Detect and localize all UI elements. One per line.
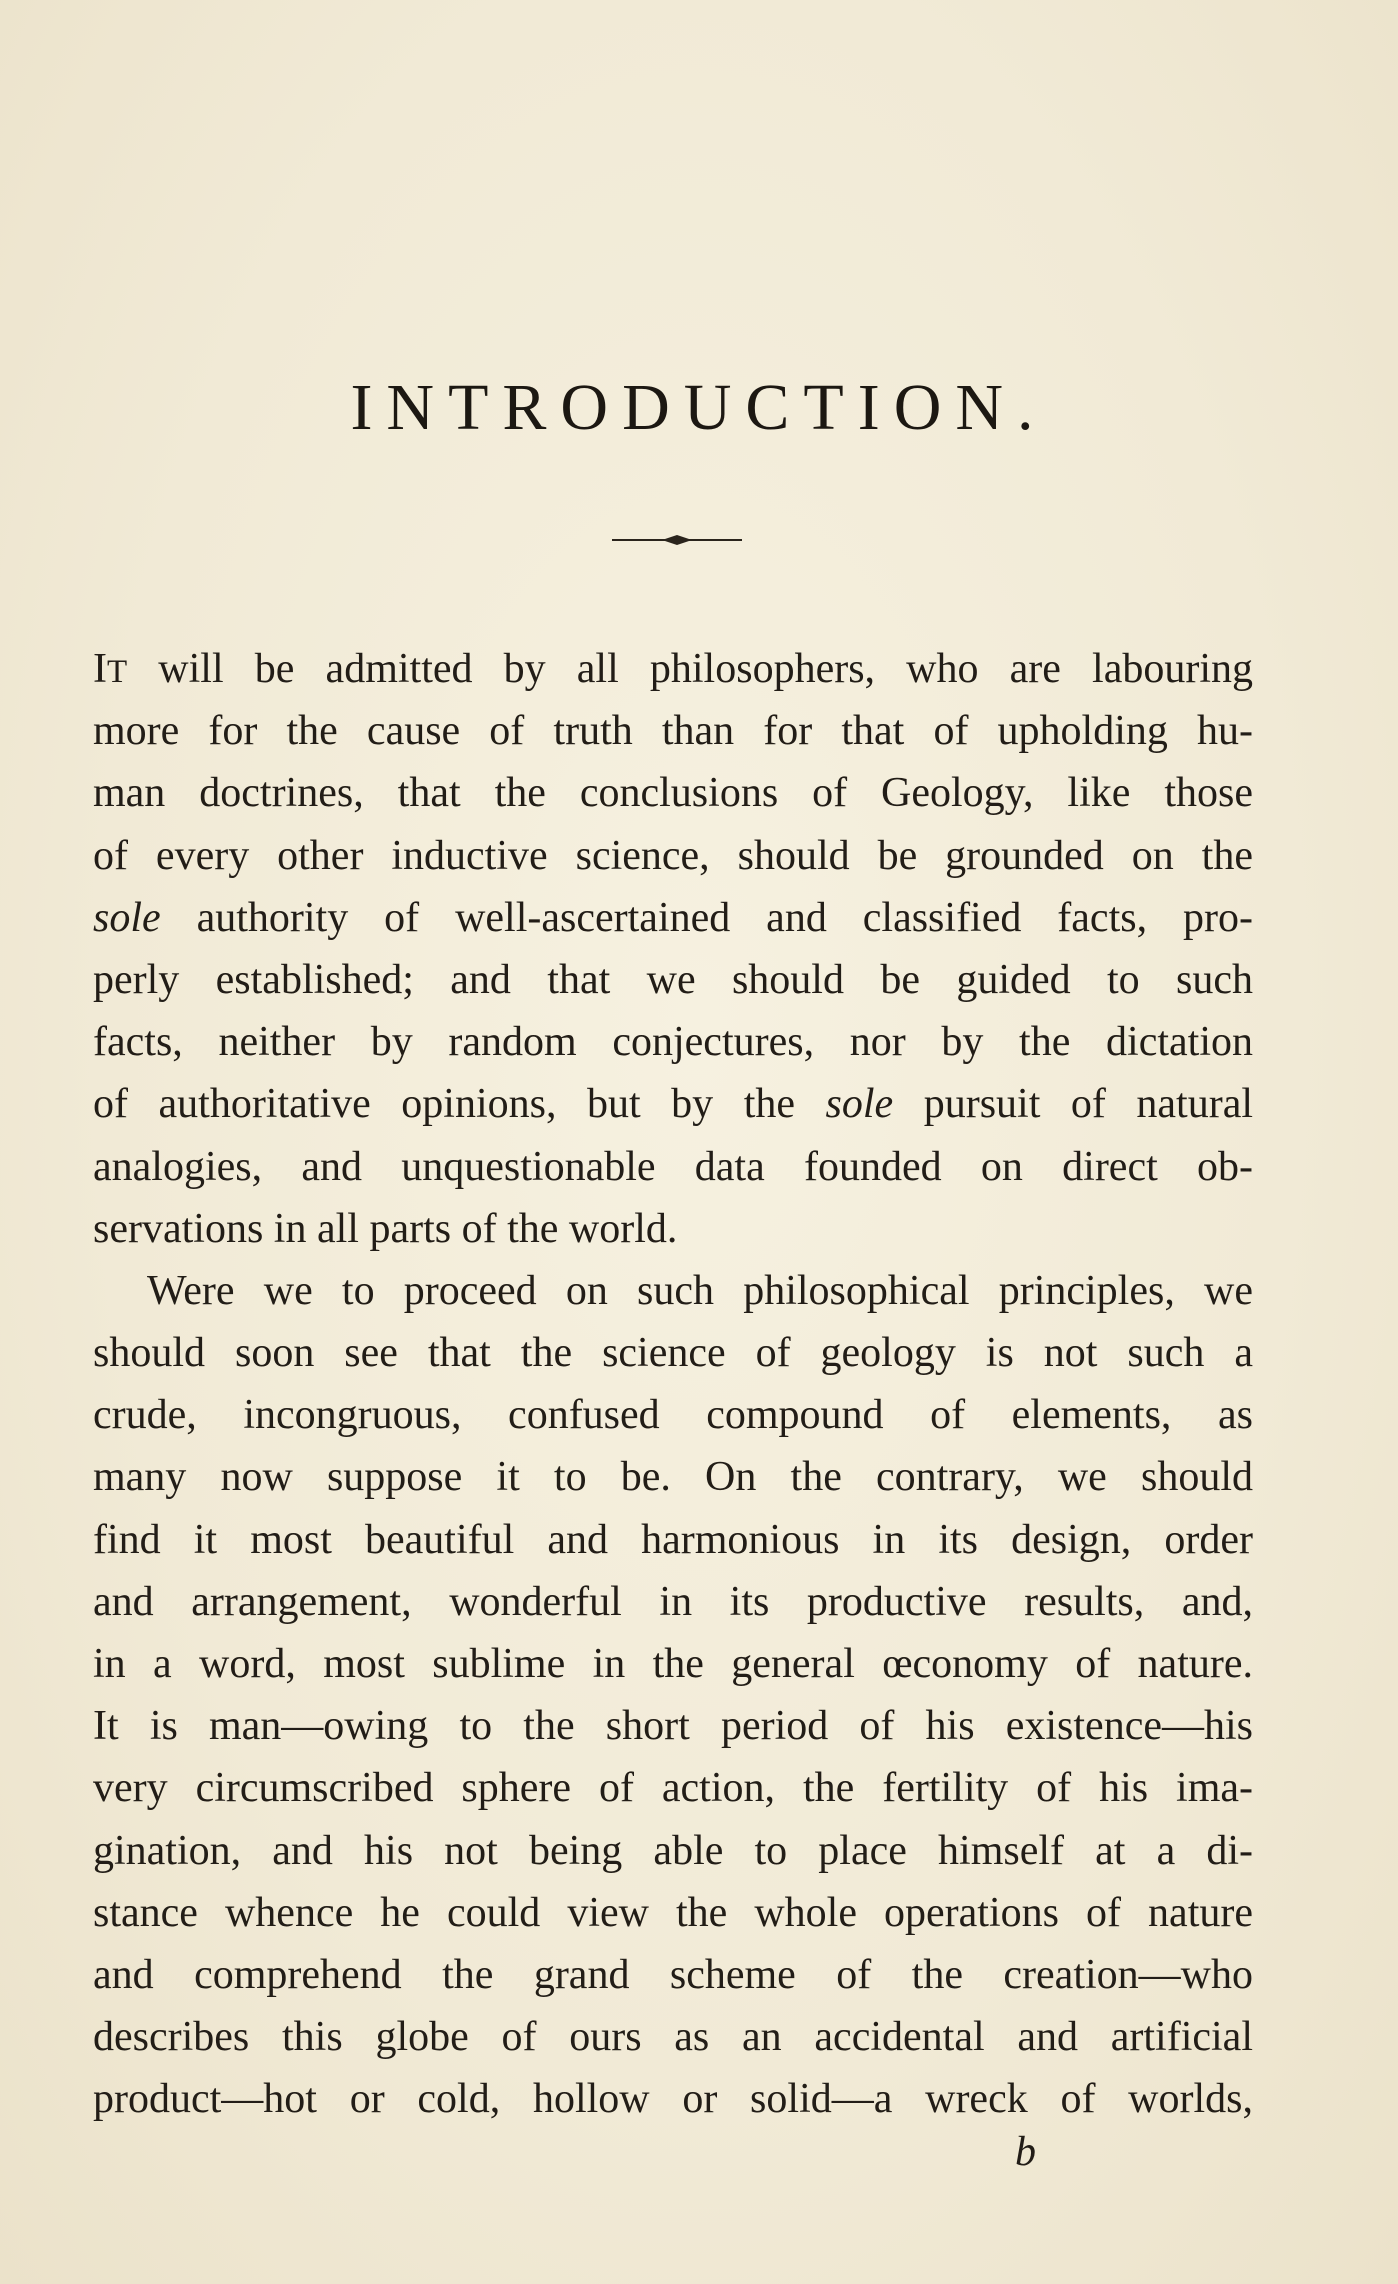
dropcap-word: IT [93,646,128,692]
page-title: INTRODUCTION. [350,371,1048,444]
text-line: many now suppose it to be. On the contrary, we should [93,1454,1253,1501]
italic-word: sole [93,894,161,941]
body-text [93,638,1253,2131]
text-line: should soon see that the science of geology is not such a [93,1330,1253,1377]
text-line: and arrangement, wonderful in its productive results, and, [93,1578,1253,1625]
text-line: It is man—owing to the short period of his existence—his [93,1703,1253,1750]
diamond-rule-ornament-icon [612,530,742,550]
text-line: Were we to proceed on such philosophical principles, we [147,1267,1253,1314]
text-line: servations in all parts of the world. [93,1205,678,1252]
small-caps-letter: T [107,654,128,690]
text-line: find it most beautiful and harmonious in its design, order [93,1516,1253,1563]
text-line: more for the cause of truth than for that of upholding hu- [93,708,1253,755]
text-line: perly established; and that we should be guided to such [93,956,1253,1003]
text-line: very circumscribed sphere of action, the fertility of his ima- [93,1765,1253,1812]
text-line: sole authority of well-ascertained and classified facts, pro- [93,894,1253,941]
text-line: analogies, and unquestionable data founded on direct ob- [93,1143,1253,1190]
text-line: and comprehend the grand scheme of the creation—who [93,1951,1253,1998]
text-line: man doctrines, that the conclusions of Geology, like those [93,770,1253,817]
text-line: gination, and his not being able to place himself at a di- [93,1827,1253,1874]
italic-word: sole [825,1081,894,1128]
text-line: stance whence he could view the whole operations of nature [93,1889,1253,1936]
text-line: of every other inductive science, should be grounded on the [93,832,1253,879]
text-line: facts, neither by random conjectures, nor by the dictation [93,1019,1253,1066]
text-line: of authoritative opinions, but by the sole pursuit of natural [93,1081,1254,1128]
text-line: describes this globe of ours as an accidental and artificial [93,2014,1253,2061]
text-line: IT will be admitted by all philosophers, who are labouring [93,646,1253,692]
text-line: product—hot or cold, hollow or solid—a wreck of worlds, [93,2076,1253,2123]
text-line: crude, incongruous, confused compound of elements, as [93,1392,1253,1439]
signature-mark: b [1015,2129,1036,2175]
text-line: in a word, most sublime in the general œconomy of nature. [93,1641,1253,1687]
